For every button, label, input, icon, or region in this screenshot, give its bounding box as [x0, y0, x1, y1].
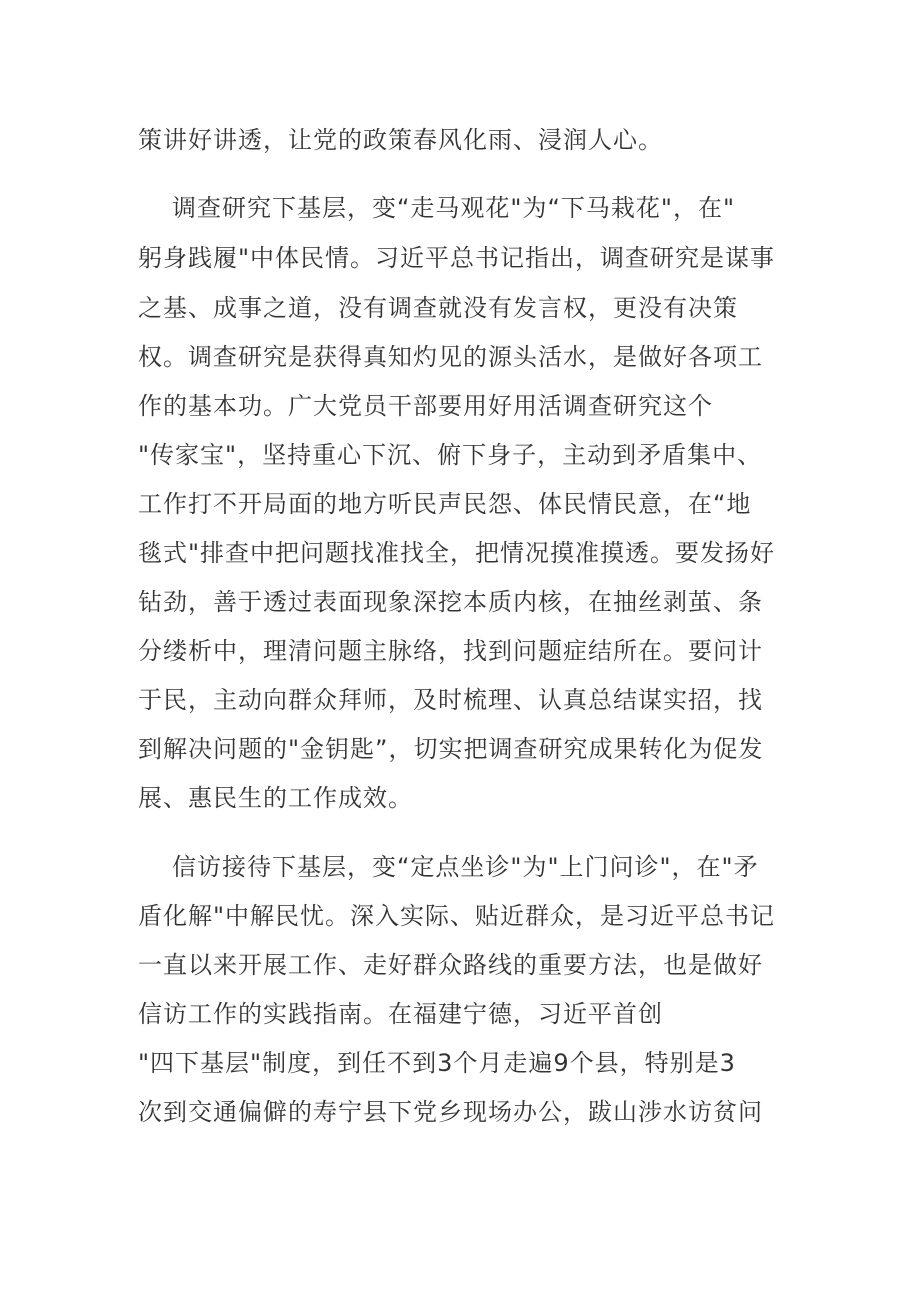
text-line: "四下基层"制度，到任不到3个月走遍9个县，特别是3 — [138, 1049, 736, 1077]
text-line: 工作打不开局面的地方听民声民怨、体民情民意，在“地 — [138, 490, 752, 518]
text-line: 一直以来开展工作、走好群众路线的重要方法，也是做好 — [138, 951, 763, 979]
text-line: 躬身践履"中体民情。习近平总书记指出，调查研究是谋事 — [138, 244, 776, 272]
text-line: 盾化解"中解民忧。深入实际、贴近群众，是习近平总书记 — [138, 902, 776, 930]
text-line: 展、惠民生的工作成效。 — [138, 784, 413, 812]
text-line: 毯式"排查中把问题找准找全，把情况摸准摸透。要发扬好 — [138, 539, 776, 567]
text-line: 钻劲，善于透过表面现象深挖本质内核，在抽丝剥茧、条 — [138, 588, 763, 616]
text-line: 策讲好讲透，让党的政策春风化雨、浸润人心。 — [138, 126, 663, 154]
text-line: 权。调查研究是获得真知灼见的源头活水，是做好各项工 — [138, 343, 763, 371]
text-line: 分缕析中，理清问题主脉络，找到问题症结所在。要问计 — [138, 637, 763, 665]
text-line: 到解决问题的"金钥匙”，切实把调查研究成果转化为促发 — [138, 735, 764, 763]
text-line: 信访工作的实践指南。在福建宁德，习近平首创 — [138, 1000, 663, 1028]
text-line: 作的基本功。广大党员干部要用好用活调查研究这个 — [138, 392, 713, 420]
text-line: 调查研究下基层，变“走马观花"为“下马栽花"，在" — [172, 194, 735, 222]
text-line: "传家宝"，坚持重心下沉、俯下身子，主动到矛盾集中、 — [138, 441, 763, 469]
text-line: 信访接待下基层，变“定点坐诊"为"上门问诊"，在"矛 — [172, 853, 759, 881]
text-line: 之基、成事之道，没有调查就没有发言权，更没有决策 — [138, 294, 738, 322]
text-line: 次到交通偏僻的寿宁县下党乡现场办公，跋山涉水访贫问 — [138, 1098, 763, 1126]
text-line: 于民，主动向群众拜师，及时梳理、认真总结谋实招，找 — [138, 686, 763, 714]
